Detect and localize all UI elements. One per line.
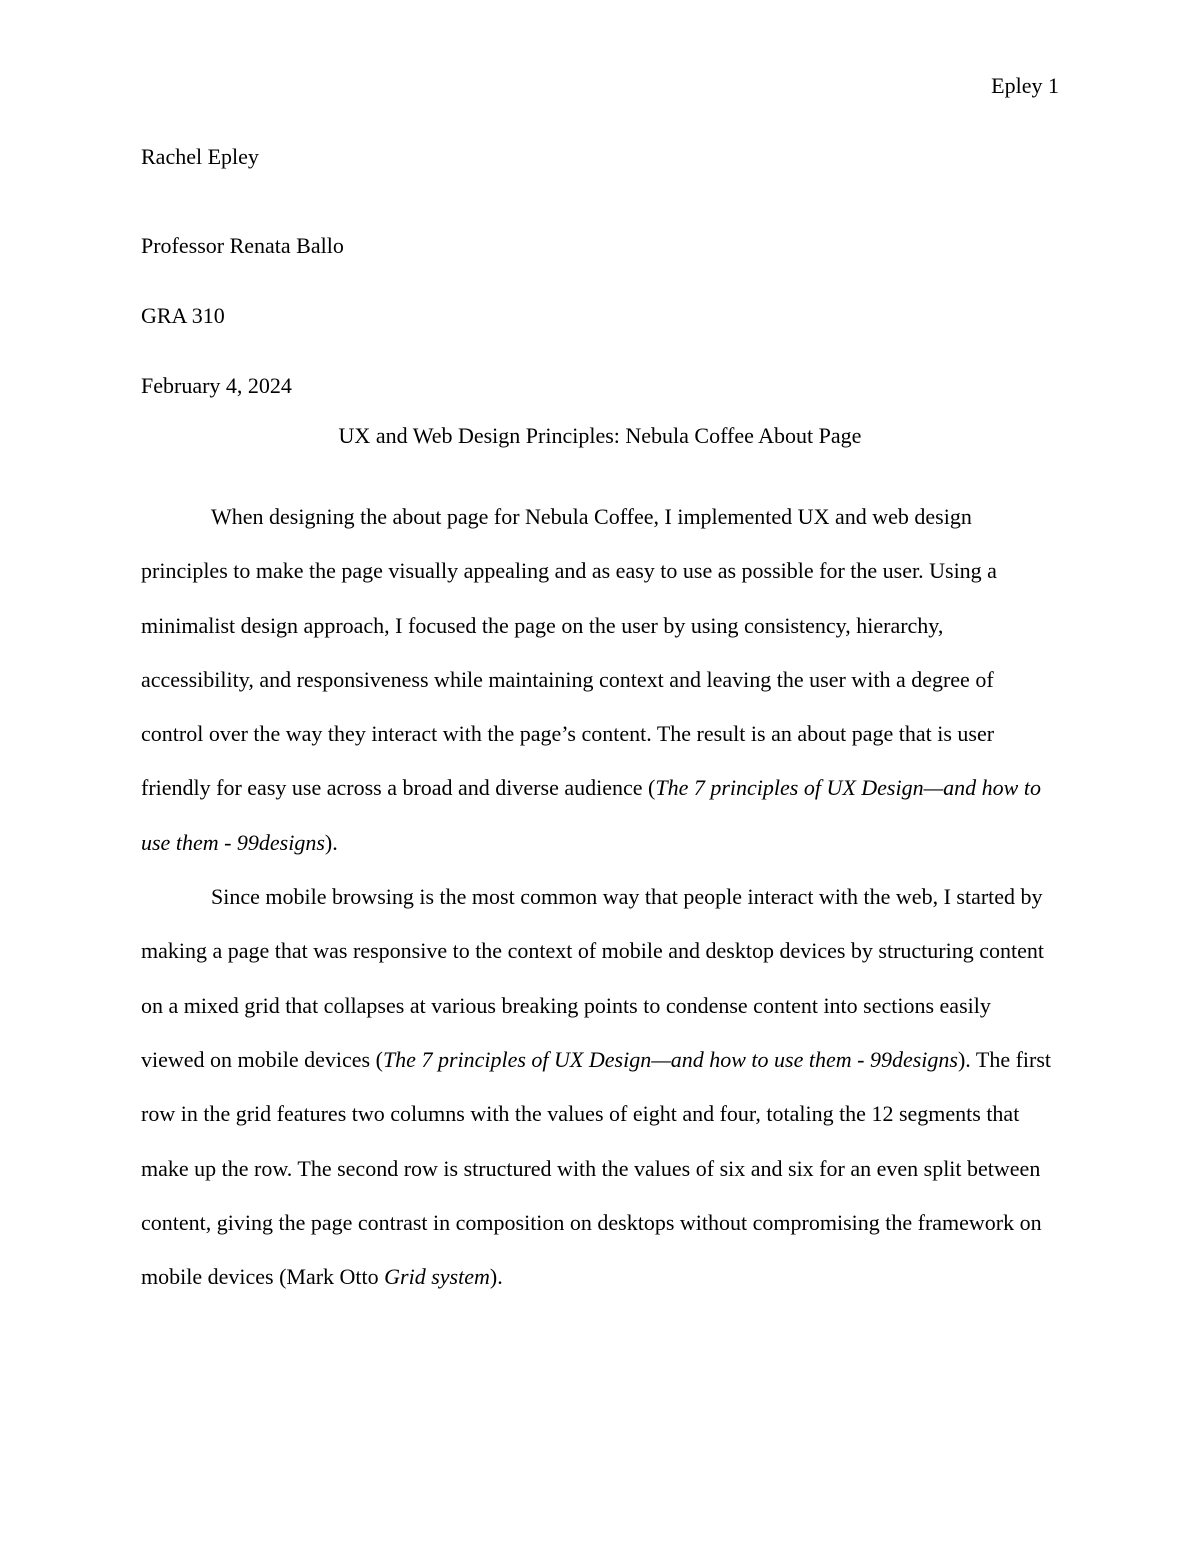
paragraph-2-text: Since mobile browsing is the most common way that people interact with the web, I started by making a page that was responsive to the context of mobile and desktop devices by structuring content on a mixed grid that collapses at various breaking points to condense content into sections easily viewed on mobile devices ( [141, 884, 1044, 1072]
paragraph-2-citation-2: Grid system [384, 1264, 490, 1290]
paragraph-2 [141, 870, 1059, 1304]
course-name: GRA 310 [141, 303, 225, 328]
paragraph-2-middle: ). The first row in the grid features two columns with the values of eight and four, totaling the 12 segments that make up the row. The second row is structured with the values of six and six for an even split between content, giving the page contrast in composition on desktops without compromising the framework on mobile devices (Mark Otto [141, 1046, 1052, 1290]
paragraph-1-text: When designing the about page for Nebula Coffee, I implemented UX and web design principles to make the page visually appealing and as easy to use as possible for the user. Using a minimalist design approach, I focused the page on the user by using consistency, hierarchy, accessibility, and responsiveness while maintaining context and leaving the user with a degree of control over the way they interact with the page’s content. The result is an about page that is user friendly for easy use across a broad and diverse audience ( [141, 504, 997, 801]
page-number-header: Epley 1 [991, 73, 1059, 98]
mla-heading [141, 141, 1059, 421]
paragraph-1 [141, 490, 1059, 870]
professor-name: Professor Renata Ballo [141, 233, 344, 258]
document-body [141, 490, 1059, 1304]
paragraph-1-end: ). [324, 829, 338, 855]
paragraph-1-citation: The 7 principles of UX Design—and how to use them - 99designs [141, 775, 1041, 855]
document-title: UX and Web Design Principles: Nebula Coffee About Page [338, 423, 862, 448]
paragraph-2-end: ). [489, 1264, 503, 1290]
paragraph-2-citation: The 7 principles of UX Design—and how to use them - 99designs [382, 1046, 958, 1072]
author-name: Rachel Epley [141, 144, 259, 169]
date: February 4, 2024 [141, 373, 292, 398]
